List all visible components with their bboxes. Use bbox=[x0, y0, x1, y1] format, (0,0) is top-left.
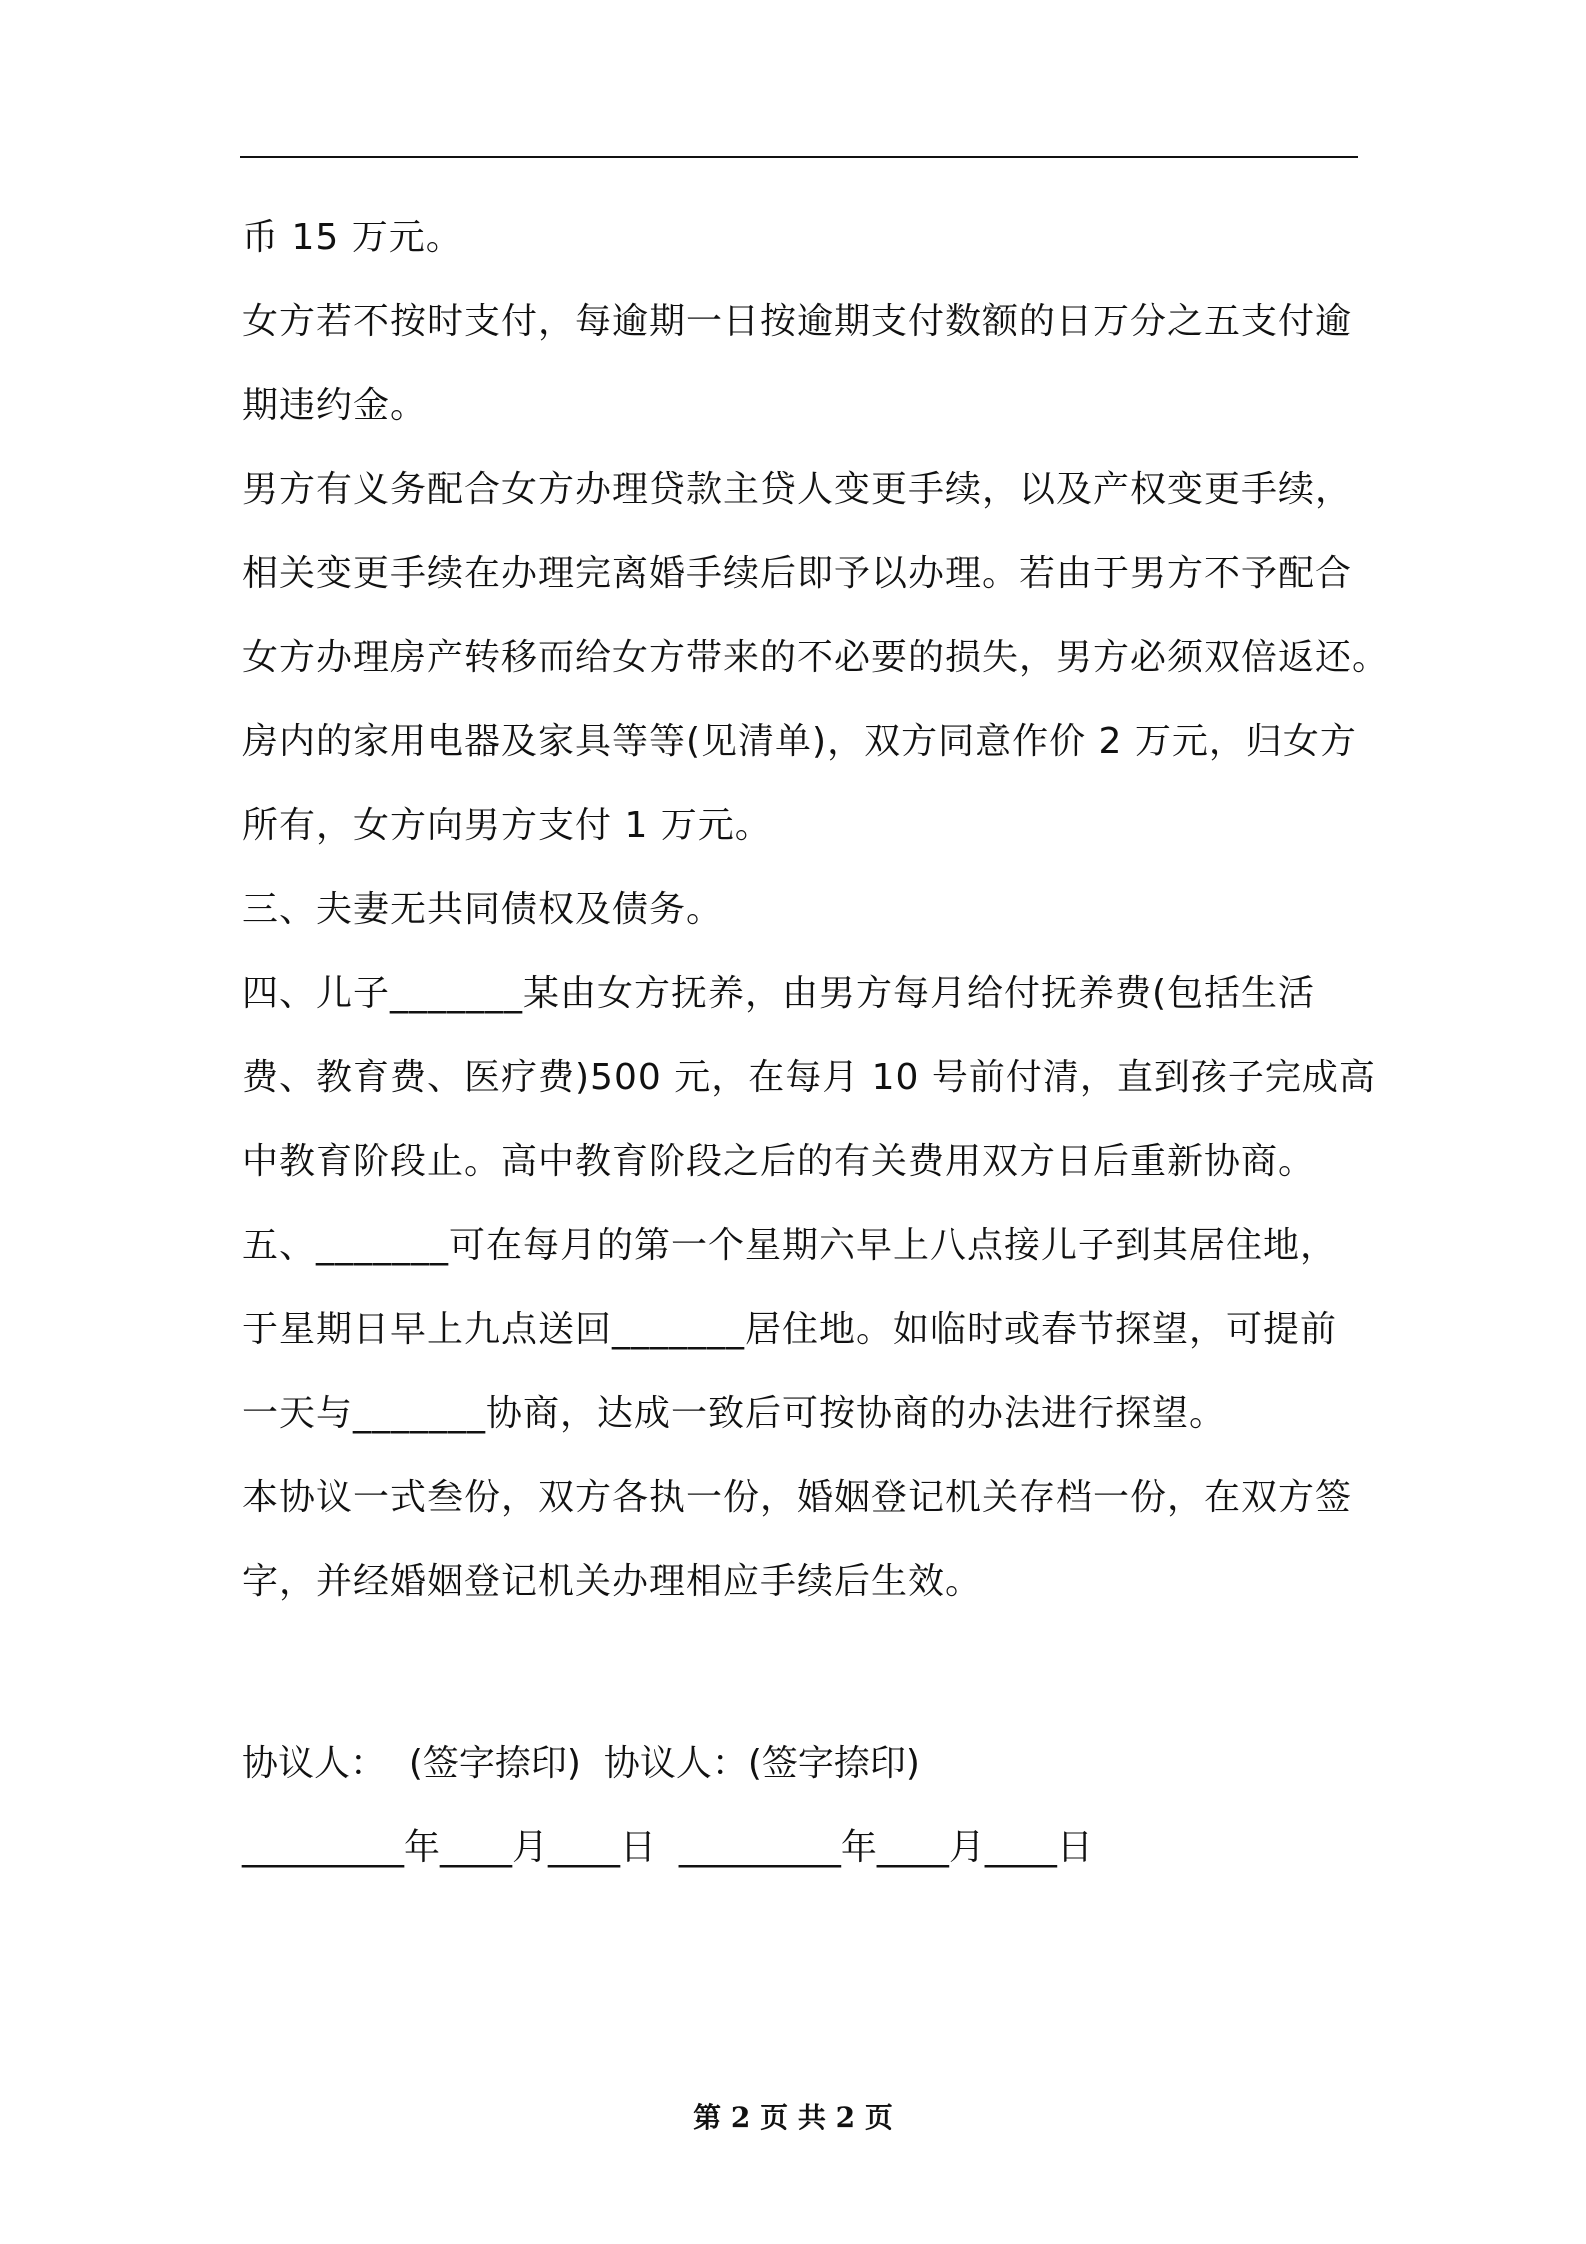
header-rule bbox=[240, 156, 1358, 158]
paragraph-line: 女方若不按时支付，每逾期一日按逾期支付数额的日万分之五支付逾 bbox=[242, 301, 1353, 342]
paragraph-line: 五、_______可在每月的第一个星期六早上八点接儿子到其居住地， bbox=[242, 1225, 1338, 1266]
paragraph-line: 中教育阶段止。高中教育阶段之后的有关费用双方日后重新协商。 bbox=[242, 1141, 1316, 1182]
paragraph-line: 所有，女方向男方支付 1 万元。 bbox=[242, 805, 772, 846]
paragraph-line: 于星期日早上九点送回_______居住地。如临时或春节探望，可提前 bbox=[242, 1309, 1338, 1350]
paragraph-line: 费、教育费、医疗费)500 元，在每月 10 号前付清，直到孩子完成高 bbox=[242, 1057, 1376, 1098]
paragraph-line: 四、儿子_______某由女方抚养，由男方每月给付抚养费(包括生活 bbox=[242, 973, 1316, 1014]
paragraph-line: 三、夫妻无共同债权及债务。 bbox=[242, 889, 724, 930]
paragraph-line: 相关变更手续在办理完离婚手续后即予以办理。若由于男方不予配合 bbox=[242, 553, 1353, 594]
paragraph-line: 女方办理房产转移而给女方带来的不必要的损失，男方必须双倍返还。 bbox=[242, 637, 1390, 678]
date-line: _________年____月____日 _________年____月____日 bbox=[242, 1827, 1093, 1868]
page-number: 第 2 页 共 2 页 bbox=[693, 2101, 893, 2134]
paragraph-line: 一天与_______协商，达成一致后可按协商的办法进行探望。 bbox=[242, 1393, 1227, 1434]
document-body bbox=[242, 196, 1390, 1890]
paragraph-line: 本协议一式叁份，双方各执一份，婚姻登记机关存档一份，在双方签 bbox=[242, 1477, 1353, 1518]
paragraph-line: 期违约金。 bbox=[242, 385, 428, 426]
paragraph-line: 房内的家用电器及家具等等(见清单)，双方同意作价 2 万元，归女方 bbox=[242, 721, 1357, 762]
paragraph-line: 币 15 万元。 bbox=[242, 217, 463, 258]
paragraph-line: 男方有义务配合女方办理贷款主贷人变更手续，以及产权变更手续， bbox=[242, 469, 1353, 510]
spacer bbox=[242, 1624, 1368, 1722]
paragraph-line: 字，并经婚姻登记机关办理相应手续后生效。 bbox=[242, 1561, 983, 1602]
signature-line: 协议人： (签字捺印) 协议人：(签字捺印) bbox=[242, 1743, 920, 1784]
